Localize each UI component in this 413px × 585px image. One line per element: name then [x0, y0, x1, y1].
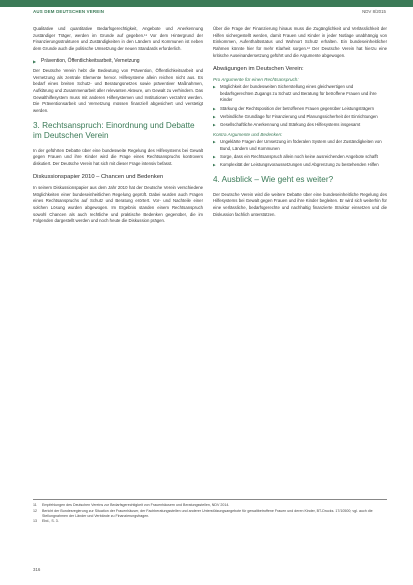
paragraph: In der geführten Debatte über eine bundesweite Regelung des Hilfesystems bei Gewalt gegen Frauen und ihre Kinder wird die Frage eines Rechtsanspruchs kontrovers diskutiert. Der Deutsche Verein hat sich mit dieser Frage intensiv befasst. [33, 147, 203, 167]
list-item: ▶ Möglichkeit der bundesweiten Sicherstellung eines gleichwertigen und bedarfsgerechten Zugangs zu Schutz und Beratung für betroffene Frauen und ihre Kinder [213, 84, 387, 104]
paragraph: Über die Frage der Finanzierung hinaus muss die Zugänglichkeit und Verlässlichkeit der Hilfen sichergestellt werden, damit Frauen und Kinder in jeder Notlage unabhängig von Einkommen, Aufenthaltsstatus und Wohnort Schutz erhalten. Ein bundeseinheitlicher Rahmen könnte hier für mehr Klarheit sorgen.¹² Der Deutsche Verein hat hierzu eine kritische Auseinandersetzung geführt und die Argumente abgewogen. [213, 26, 387, 58]
paragraph: Der Deutsche Verein hebt die Bedeutung von Prävention, Öffentlichkeitsarbeit und Vernetzung als zentrale Elemente hervor. Hilfesysteme allein reichen nicht aus. Es bedarf eines breiten Schutz- und Beratungsnetzes sowie präventiver Maßnahmen, Aufklärung und Zusammenarbeit aller relevanten Akteure, um Gewalt zu verhindern. Das Gewalthilfesystem muss mit anderen Hilfesystemen und Institutionen verzahnt werden. Die Präventionsarbeit und Vernetzung müssen finanziell abgesichert und verstetigt werden. [33, 67, 203, 114]
section-header: AUS DEM DEUTSCHEN VEREIN [33, 9, 105, 14]
list-item: ▶ Ungeklärte Fragen der Umsetzung im föderalen System und der Zuständigkeiten von Bund, Ländern und Kommunen [213, 139, 387, 152]
page-number: 316 [33, 567, 41, 572]
footnote-number: 12 [33, 508, 37, 513]
section-heading-3: 3. Rechtsanspruch: Einordnung und Debatte im Deutschen Verein [33, 120, 195, 141]
subheading-prevention: ▶ Prävention, Öffentlichkeitsarbeit, Vernetzung [33, 58, 203, 65]
contra-heading: Kontra Argumente und Bedenken: [213, 131, 283, 137]
footnote [33, 503, 387, 508]
footnote [33, 519, 387, 524]
list-item: ▶ Verbindliche Grundlage für Finanzierung und Planungssicherheit der Einrichtungen [213, 114, 387, 121]
paragraph: Qualitative und quantitative Bedarfsgerechtigkeit, Angebote und Anerkennung zuständiger Träger, werden im Grunde auf gegeben.¹¹ Vor dem Hintergrund der Finanzierungsstrukturen und Zuständigkeiten in den Ländern und Kommunen ist neben dem Grunde auch die politische Umsetzung der neuen Standards erforderlich. [33, 26, 203, 52]
footnote-text: Empfehlungen des Deutschen Vereins zur Bedarfsgerechtigkeit von Frauenhäusern und Beratungsstellen, NDV 2014. [42, 503, 230, 507]
footnote [33, 509, 387, 519]
list-item: ▶ Gesellschaftliche Anerkennung und Stärkung des Hilfesystems insgesamt [213, 122, 387, 129]
footnote-number: 11 [33, 503, 37, 507]
left-column [33, 26, 203, 230]
paragraph: Der Deutsche Verein wird die weitere Debatte über eine bundeseinheitliche Regelung des Hilfesystems bei Gewalt gegen Frauen und ihre Kinder begleiten. Er wird sich weiterhin für eine verlässliche, bedarfsgerechte und nachhaltig finanzierte Struktur einsetzen und die Diskussion fachlich unterstützen. [213, 191, 387, 217]
paragraph: In seinem Diskussionspapier aus dem Jahr 2010 hat der Deutsche Verein verschiedene Möglichkeiten einer bundeseinheitlichen Regelung geprüft. Dabei wurden auch Fragen eines Rechtsanspruchs auf Schutz und Beratung erörtert. Vor- und Nachteile einer solchen Lösung wurden abgewogen. Im Ergebnis standen einem Rechtsanspruch sowohl Chancen als auch rechtliche und praktische Bedenken gegenüber, die im Folgenden dargestellt werden und noch heute die Diskussion prägen. [33, 184, 203, 224]
header-bar [0, 0, 413, 7]
list-item: ▶ Komplexität der Leistungsvoraussetzungen und Abgrenzung zu bestehenden Hilfen [213, 162, 387, 169]
footnote-text: Ebd., S. 3. [42, 519, 59, 524]
footnote-text: Bericht der Bundesregierung zur Situation der Frauenhäuser, der Fachberatungsstellen und anderer Unterstützungsangebote für gewaltbetroffene Frauen und deren Kinder, BT-Drucks. 17/10500; vgl. auch die Stellungnahmen der Länder und Verbände zu Finanzierungsfragen. [42, 508, 373, 518]
subsection-heading: Abwägungen im Deutschen Verein: [213, 65, 304, 72]
footnotes [33, 499, 387, 525]
pro-heading: Pro Argumente für einen Rechtsanspruch: [213, 76, 299, 82]
footnote-number: 13 [33, 519, 37, 524]
right-column [213, 26, 387, 223]
section-heading-4: 4. Ausblick – Wie geht es weiter? [213, 175, 334, 185]
list-item: ▶ Stärkung der Rechtsposition der betroffenen Frauen gegenüber Leistungsträgern [213, 106, 387, 113]
list-item: ▶ Sorge, dass ein Rechtsanspruch allein noch keine ausreichenden Angebote schafft [213, 154, 387, 161]
issue-label: NDV 8/2015 [362, 9, 386, 14]
subsection-heading: Diskussionspapier 2010 – Chancen und Bedenken [33, 173, 164, 180]
